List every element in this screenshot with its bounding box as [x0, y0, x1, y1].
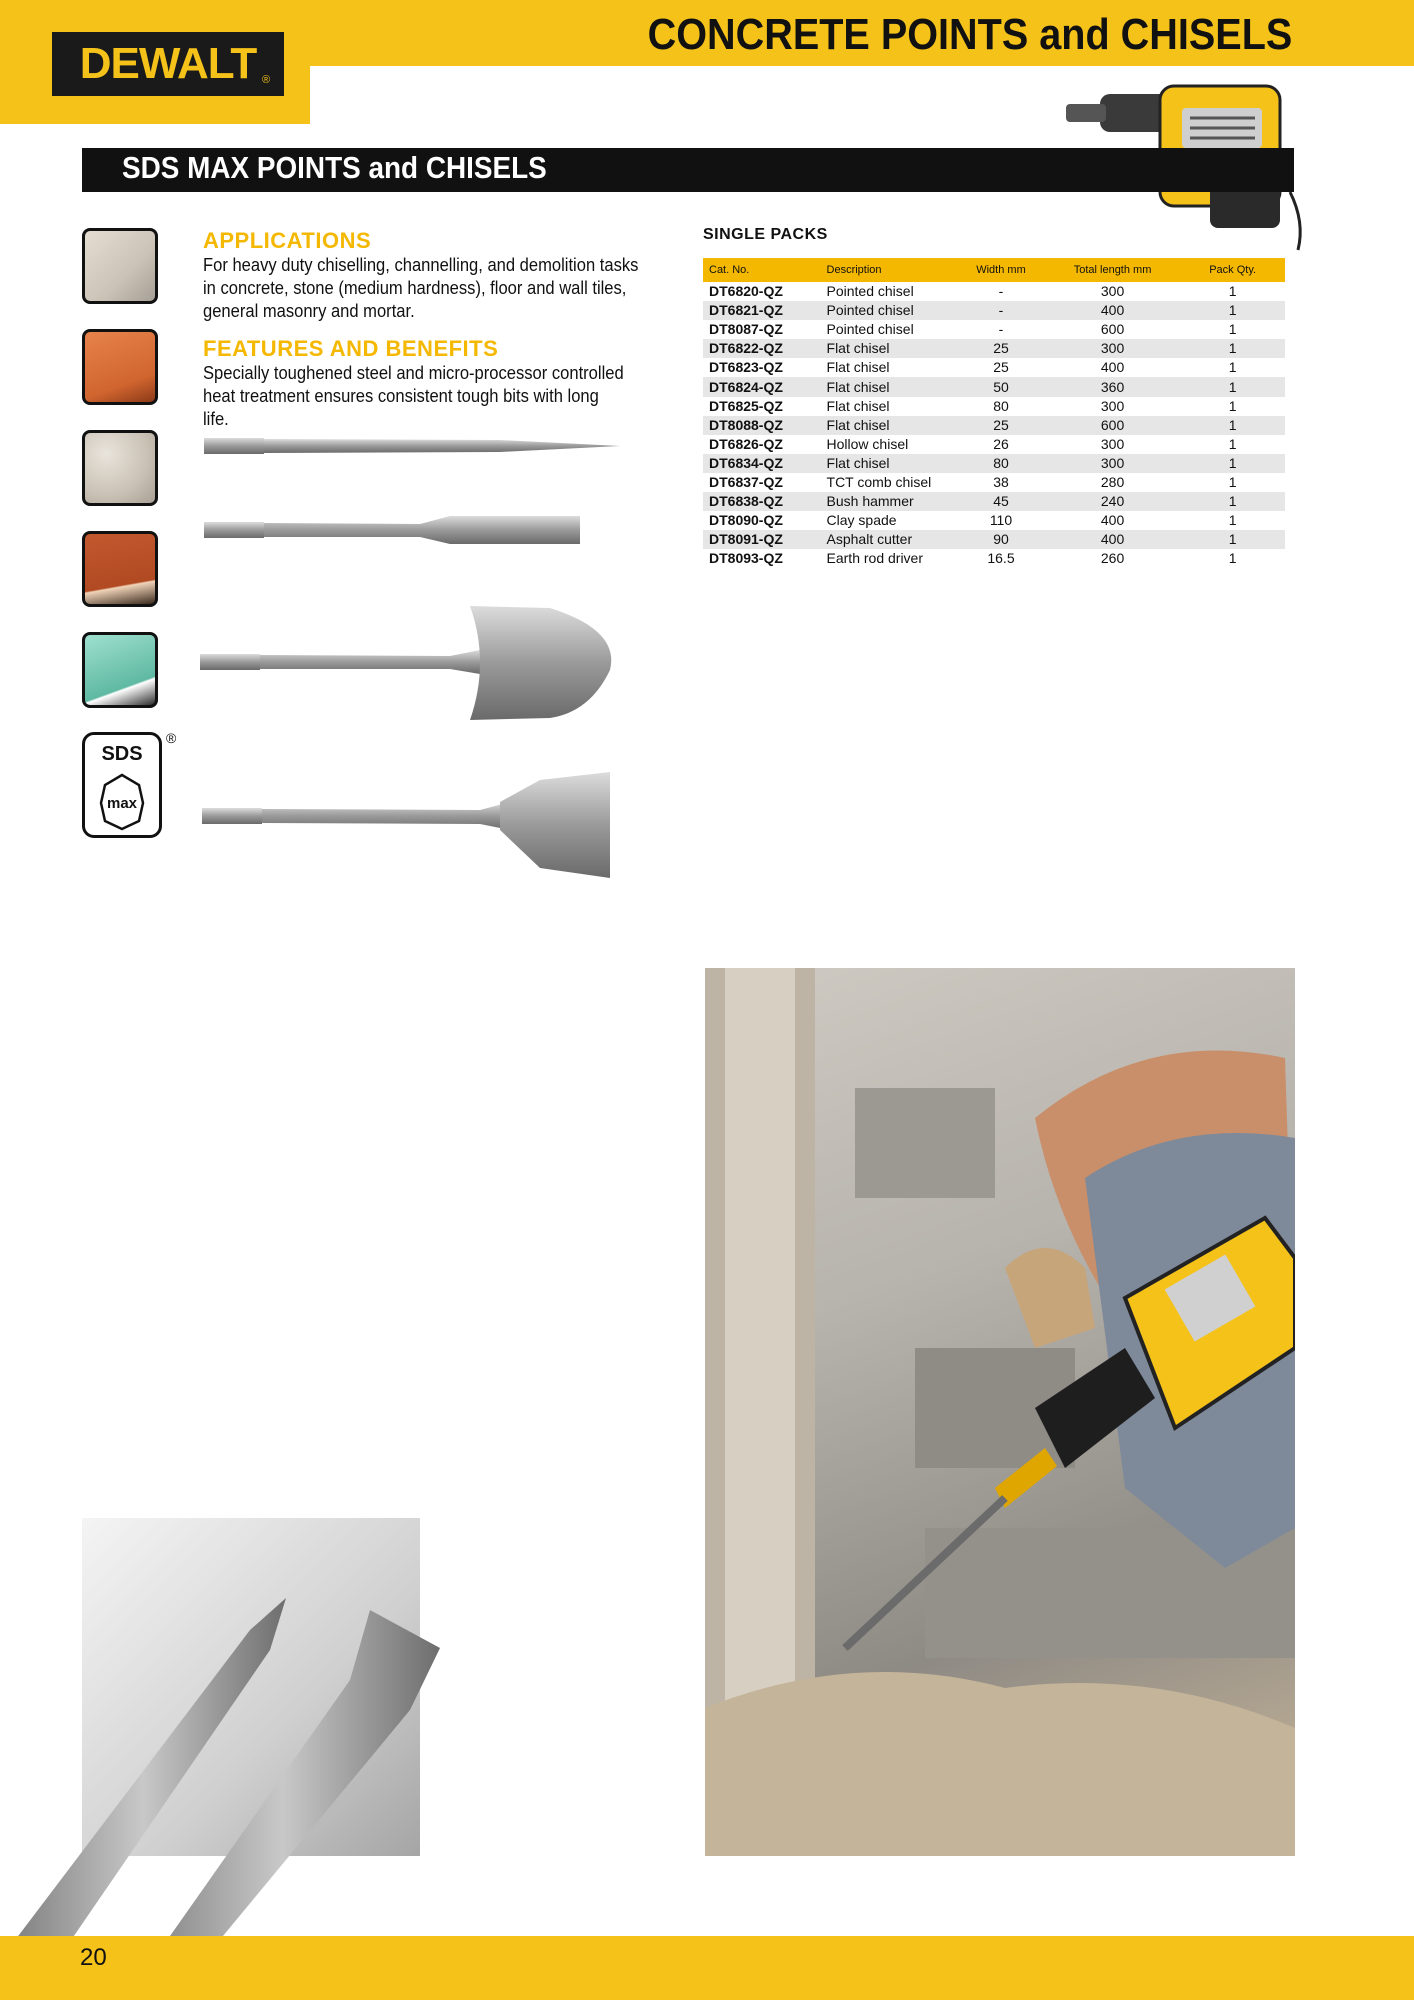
cell-width: 80 — [993, 454, 1009, 471]
dewalt-logo: DEWALT — [52, 32, 284, 96]
cell-width: 16.5 — [987, 550, 1015, 567]
table-row — [703, 530, 1285, 549]
cell-description: Clay spade — [826, 512, 897, 529]
cell-total-length: 600 — [1100, 416, 1125, 433]
features-text: Specially toughened steel and micro-processor controlled heat treatment ensures consistent tough bits with long life. — [203, 363, 624, 429]
table-header-row — [703, 258, 1285, 282]
table-row — [703, 377, 1285, 396]
table-row — [703, 549, 1285, 568]
cell-pack-qty: 1 — [1228, 531, 1237, 548]
footer-band — [0, 1936, 1414, 2000]
cell-description: Flat chisel — [826, 340, 890, 357]
cell-description: Asphalt cutter — [826, 531, 913, 548]
table-row — [703, 282, 1285, 301]
pointed-chisel-image — [204, 438, 620, 454]
cell-width: 25 — [993, 416, 1009, 433]
cell-pack-qty: 1 — [1228, 302, 1237, 319]
cell-cat-no: DT6838-QZ — [709, 493, 783, 510]
worker-photo-illustration — [705, 968, 1295, 1856]
clay-spade-image — [200, 606, 611, 720]
cell-cat-no: DT6822-QZ — [709, 340, 783, 357]
sds-badge-top: SDS — [101, 743, 143, 765]
sds-registered-mark: ® — [166, 730, 177, 746]
cell-description: Bush hammer — [826, 493, 914, 510]
cell-description: Pointed chisel — [826, 283, 914, 300]
table-row — [703, 339, 1285, 358]
cell-pack-qty: 1 — [1228, 283, 1237, 300]
cell-total-length: 400 — [1100, 531, 1125, 548]
cell-description: Pointed chisel — [826, 321, 914, 338]
col-total-length: Total length mm — [1073, 264, 1152, 276]
cell-pack-qty: 1 — [1228, 473, 1237, 490]
applications-text: For heavy duty chiselling, channelling, and demolition tasks in concrete, stone (medium hardness), floor and wall tiles, general masonry and mortar. — [203, 255, 639, 321]
table-row — [703, 301, 1285, 320]
concrete-swatch — [82, 228, 158, 304]
asphalt-cutter-image — [202, 772, 610, 878]
cell-width: 80 — [993, 397, 1009, 414]
table-row — [703, 511, 1285, 530]
cell-total-length: 300 — [1100, 283, 1125, 300]
sds-badge-bottom: max — [106, 795, 138, 812]
table-row — [703, 320, 1285, 339]
cell-total-length: 400 — [1100, 359, 1125, 376]
cell-cat-no: DT6834-QZ — [709, 454, 783, 471]
cell-total-length: 300 — [1100, 397, 1125, 414]
table-row — [703, 397, 1285, 416]
cell-width: 38 — [993, 473, 1009, 490]
cell-width: 110 — [989, 512, 1013, 529]
cell-description: Earth rod driver — [826, 550, 923, 567]
table-row — [703, 435, 1285, 454]
cell-total-length: 260 — [1100, 550, 1125, 567]
cell-cat-no: DT6826-QZ — [709, 435, 783, 452]
col-pack-qty: Pack Qty. — [1209, 264, 1257, 276]
cell-pack-qty: 1 — [1228, 416, 1237, 433]
cell-cat-no: DT8093-QZ — [709, 550, 783, 567]
cell-description: Flat chisel — [826, 378, 890, 395]
cell-pack-qty: 1 — [1228, 435, 1237, 452]
cell-description: Flat chisel — [826, 454, 890, 471]
cell-cat-no: DT6837-QZ — [709, 473, 783, 490]
cell-total-length: 240 — [1100, 493, 1125, 510]
cell-description: Flat chisel — [826, 359, 890, 376]
table-row — [703, 416, 1285, 435]
page-number: 20 — [80, 1944, 107, 1971]
worker-hammer-photo — [705, 968, 1295, 1856]
cell-description: TCT comb chisel — [826, 473, 932, 490]
cell-cat-no: DT6824-QZ — [709, 378, 783, 395]
cell-width: - — [998, 302, 1004, 319]
page-title: CONCRETE POINTS and CHISELS — [647, 10, 1292, 59]
features-heading: FEATURES AND BENEFITS — [203, 336, 499, 361]
stone-swatch — [82, 430, 158, 506]
cell-total-length: 360 — [1100, 378, 1125, 395]
table-row — [703, 358, 1285, 377]
cell-total-length: 300 — [1100, 340, 1125, 357]
cell-pack-qty: 1 — [1228, 512, 1237, 529]
single-packs-table — [703, 258, 1285, 568]
cell-width: 90 — [993, 531, 1009, 548]
col-cat-no: Cat. No. — [709, 264, 750, 276]
cell-cat-no: DT8087-QZ — [709, 321, 783, 338]
cell-cat-no: DT6825-QZ — [709, 397, 783, 414]
cell-pack-qty: 1 — [1228, 550, 1237, 567]
hollow-chisel-image — [204, 516, 580, 544]
section-title: SDS MAX POINTS and CHISELS — [122, 150, 547, 185]
table-title: SINGLE PACKS — [703, 226, 828, 243]
cell-cat-no: DT6821-QZ — [709, 302, 783, 319]
sds-max-badge — [82, 732, 162, 838]
cell-width: 45 — [993, 493, 1009, 510]
cell-total-length: 400 — [1100, 512, 1125, 529]
cell-description: Flat chisel — [826, 416, 890, 433]
col-width: Width mm — [976, 264, 1026, 276]
cell-pack-qty: 1 — [1228, 454, 1237, 471]
cell-pack-qty: 1 — [1228, 321, 1237, 338]
glass-tile-swatch — [82, 632, 158, 708]
cell-total-length: 400 — [1100, 302, 1125, 319]
table-row — [703, 492, 1285, 511]
cell-cat-no: DT6820-QZ — [709, 283, 783, 300]
cell-total-length: 300 — [1100, 454, 1125, 471]
table-row — [703, 454, 1285, 473]
cell-width: - — [998, 321, 1004, 338]
chisel-images — [200, 430, 630, 890]
cell-cat-no: DT6823-QZ — [709, 359, 783, 376]
cell-total-length: 600 — [1100, 321, 1125, 338]
cell-pack-qty: 1 — [1228, 397, 1237, 414]
cell-cat-no: DT8088-QZ — [709, 416, 783, 433]
cell-width: 25 — [993, 359, 1009, 376]
cell-total-length: 280 — [1100, 473, 1125, 490]
cell-description: Hollow chisel — [826, 435, 909, 452]
cell-description: Pointed chisel — [826, 302, 914, 319]
col-description: Description — [826, 264, 882, 276]
applications-heading: APPLICATIONS — [203, 228, 372, 253]
cell-width: 50 — [993, 378, 1009, 395]
tile-swatch — [82, 531, 158, 607]
cell-cat-no: DT8090-QZ — [709, 512, 783, 529]
cell-pack-qty: 1 — [1228, 378, 1237, 395]
cell-pack-qty: 1 — [1228, 493, 1237, 510]
cell-pack-qty: 1 — [1228, 340, 1237, 357]
cell-pack-qty: 1 — [1228, 359, 1237, 376]
cell-description: Flat chisel — [826, 397, 890, 414]
cell-width: 26 — [993, 435, 1009, 452]
logo-registered-mark: ® — [262, 74, 271, 86]
cell-total-length: 300 — [1100, 435, 1125, 452]
brick-swatch — [82, 329, 158, 405]
cell-width: - — [998, 283, 1004, 300]
table-row — [703, 473, 1285, 492]
cell-cat-no: DT8091-QZ — [709, 531, 783, 548]
cell-width: 25 — [993, 340, 1009, 357]
